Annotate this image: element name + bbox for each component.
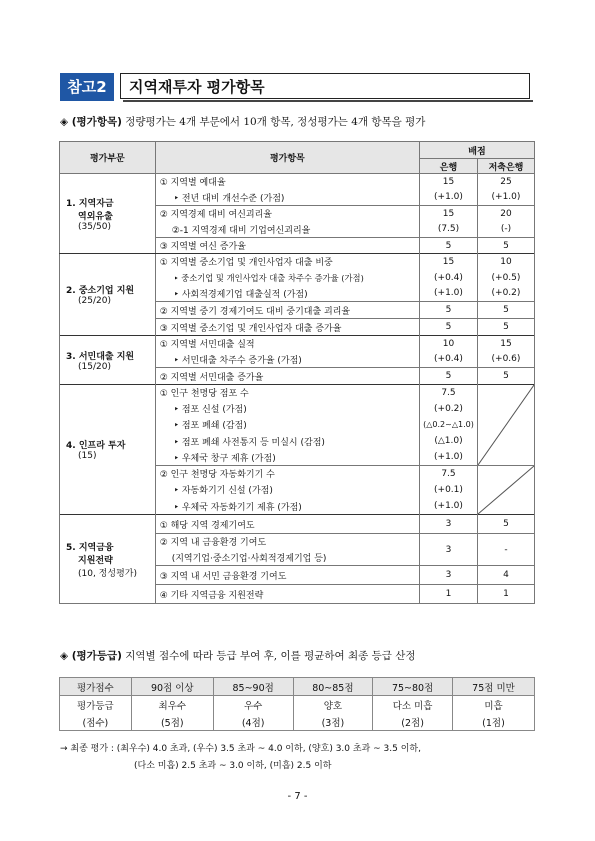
- item-label: ④ 기타 지역금융 지원전략: [155, 585, 419, 604]
- savings-score: 1: [477, 585, 534, 604]
- savings-score: 5: [477, 302, 534, 319]
- savings-na-cell: [477, 466, 534, 515]
- grade-cell: 양호: [293, 696, 373, 714]
- grade-cell: (3점): [293, 713, 373, 731]
- savings-score: (+0.5): [477, 270, 534, 286]
- score-row: [60, 678, 535, 696]
- bank-score: 3: [420, 534, 478, 566]
- bank-score: 5: [420, 238, 478, 254]
- diagonal-slash: [478, 385, 534, 465]
- col-score: 배점: [420, 142, 535, 159]
- savings-score: 5: [477, 319, 534, 336]
- item-label: ‣ 전년 대비 개선수준 (가점): [155, 190, 419, 206]
- grade-cell: (점수): [60, 713, 132, 731]
- bank-score: 10: [420, 336, 478, 352]
- grade-cell: 75점 미만: [452, 678, 534, 696]
- item-label: ‣ 서민대출 차주수 증가율 (가점): [155, 352, 419, 368]
- savings-score: 5: [477, 515, 534, 534]
- category-cell: 2. 중소기업 지원 (25/20): [60, 254, 156, 336]
- points-row: [60, 713, 535, 731]
- item-label: ②-1 지역경제 대비 기업여신괴리율: [155, 222, 419, 238]
- bank-score: 15: [420, 206, 478, 222]
- col-category: 평가부문: [60, 142, 156, 174]
- section-grade-text: 지역별 점수에 따라 등급 부여 후, 이를 평균하여 최종 등급 산정: [125, 650, 416, 662]
- savings-score: 15: [477, 336, 534, 352]
- savings-score: 5: [477, 238, 534, 254]
- title-badge: 참고2: [60, 73, 114, 101]
- final-note-1: → 최종 평가 : (최우수) 4.0 초과, (우수) 3.5 초과 ~ 4.0 이하, (양호) 3.0 초과 ~ 3.5 이하,: [60, 744, 421, 754]
- item-label: ‣ 우체국 자동화기기 제휴 (가점): [155, 498, 419, 514]
- item-label: ② 인구 천명당 자동화기기 수: [155, 466, 419, 482]
- item-label: ② 지역별 서민대출 증가율: [155, 368, 419, 385]
- table-row: [60, 336, 535, 352]
- savings-score: 4: [477, 566, 534, 585]
- table-row: [60, 515, 535, 534]
- col-bank: 은행: [420, 159, 478, 174]
- bank-score: 5: [420, 319, 478, 336]
- bank-score: 1: [420, 585, 478, 604]
- grade-cell: (4점): [213, 713, 293, 731]
- item-label: ‣ 점포 폐쇄 사전통지 등 미실시 (감점): [155, 433, 419, 449]
- item-label: ‣ 중소기업 및 개인사업자 대출 차주수 증가율 (가점): [155, 270, 419, 286]
- savings-score: 25: [477, 174, 534, 190]
- bank-score: 7.5: [420, 466, 478, 482]
- savings-score: 20: [477, 206, 534, 222]
- item-label: ‣ 점포 신설 (가점): [155, 401, 419, 417]
- item-label: ② 지역 내 금융환경 기여도: [155, 534, 419, 550]
- category-cell: 1. 지역자금 역외유출 (35/50): [60, 174, 156, 254]
- grade-cell: 85~90점: [213, 678, 293, 696]
- savings-score: (+1.0): [477, 190, 534, 206]
- item-label: ① 지역별 서민대출 실적: [155, 336, 419, 352]
- bank-score: (+1.0): [420, 286, 478, 302]
- col-item: 평가항목: [155, 142, 419, 174]
- table-row: [60, 254, 535, 270]
- item-label: ① 해당 지역 경제기여도: [155, 515, 419, 534]
- savings-score: (-): [477, 222, 534, 238]
- grade-cell: 평가점수: [60, 678, 132, 696]
- category-cell: 5. 지역금융 지원전략 (10, 정성평가): [60, 515, 156, 604]
- bank-score: (+1.0): [420, 190, 478, 206]
- section-items: [60, 114, 425, 129]
- col-savings: 저축은행: [477, 159, 534, 174]
- title-box: [60, 73, 530, 101]
- item-label: ‣ 우체국 창구 제휴 (가점): [155, 449, 419, 465]
- bank-score: (+1.0): [420, 449, 478, 465]
- item-label: ③ 지역별 여신 증가율: [155, 238, 419, 254]
- bank-score: 15: [420, 254, 478, 270]
- grade-cell: (1점): [452, 713, 534, 731]
- section-grade: [60, 648, 416, 663]
- grade-cell: 평가등급: [60, 696, 132, 714]
- table-row: [60, 174, 535, 190]
- savings-score: (+0.6): [477, 352, 534, 368]
- section-items-text: 정량평가는 4개 부문에서 10개 항목, 정성평가는 4개 항목을 평가: [125, 116, 426, 128]
- grade-cell: 최우수: [131, 696, 213, 714]
- section-items-label: ◈ (평가항목): [60, 116, 122, 128]
- item-label: ② 지역경제 대비 여신괴리율: [155, 206, 419, 222]
- bank-score: (△0.2~△1.0): [420, 417, 478, 433]
- bank-score: 5: [420, 368, 478, 385]
- grade-cell: 미흡: [452, 696, 534, 714]
- grade-cell: 90점 이상: [131, 678, 213, 696]
- bank-score: (△1.0): [420, 433, 478, 449]
- savings-na-cell: [477, 385, 534, 466]
- bank-score: 15: [420, 174, 478, 190]
- bank-score: (+0.4): [420, 270, 478, 286]
- item-label: ‣ 점포 폐쇄 (감점): [155, 417, 419, 433]
- item-label: ① 지역별 중소기업 및 개인사업자 대출 비중: [155, 254, 419, 270]
- diagonal-slash: [478, 466, 534, 514]
- evaluation-table: [59, 141, 535, 604]
- grade-cell: (2점): [373, 713, 453, 731]
- savings-score: 10: [477, 254, 534, 270]
- savings-score: (+0.2): [477, 286, 534, 302]
- bank-score: (7.5): [420, 222, 478, 238]
- grade-cell: 우수: [213, 696, 293, 714]
- bank-score: 3: [420, 566, 478, 585]
- bank-score: 7.5: [420, 385, 478, 401]
- item-label: ① 지역별 예대율: [155, 174, 419, 190]
- page-number: - 7 -: [287, 791, 308, 802]
- grade-cell: 75~80점: [373, 678, 453, 696]
- table-row: [60, 385, 535, 401]
- bank-score: 3: [420, 515, 478, 534]
- bank-score: (+1.0): [420, 498, 478, 514]
- savings-score: -: [477, 534, 534, 566]
- savings-score: 5: [477, 368, 534, 385]
- bank-score: (+0.2): [420, 401, 478, 417]
- grade-cell: 80~85점: [293, 678, 373, 696]
- grade-row: [60, 696, 535, 714]
- section-grade-label: ◈ (평가등급): [60, 650, 122, 662]
- grade-cell: (5점): [131, 713, 213, 731]
- page-title: 지역재투자 평가항목: [120, 73, 530, 99]
- item-label: ② 지역별 중기 경제기여도 대비 중기대출 괴리율: [155, 302, 419, 319]
- item-label: ① 인구 천명당 점포 수: [155, 385, 419, 401]
- bank-score: 5: [420, 302, 478, 319]
- grade-table: [59, 677, 535, 731]
- grade-cell: 다소 미흡: [373, 696, 453, 714]
- item-label: ③ 지역별 중소기업 및 개인사업자 대출 증가율: [155, 319, 419, 336]
- item-label: ③ 지역 내 서민 금융환경 기여도: [155, 566, 419, 585]
- category-cell: 3. 서민대출 지원 (15/20): [60, 336, 156, 385]
- bank-score: (+0.1): [420, 482, 478, 498]
- item-label: ‣ 자동화기기 신설 (가점): [155, 482, 419, 498]
- final-note-2: (다소 미흡) 2.5 초과 ~ 3.0 이하, (미흡) 2.5 이하: [134, 761, 332, 771]
- item-label: (지역기업·중소기업·사회적경제기업 등): [155, 550, 419, 566]
- item-label: ‣ 사회적경제기업 대출실적 (가점): [155, 286, 419, 302]
- category-cell: 4. 인프라 투자 (15): [60, 385, 156, 515]
- table-cell: [60, 142, 535, 159]
- bank-score: (+0.4): [420, 352, 478, 368]
